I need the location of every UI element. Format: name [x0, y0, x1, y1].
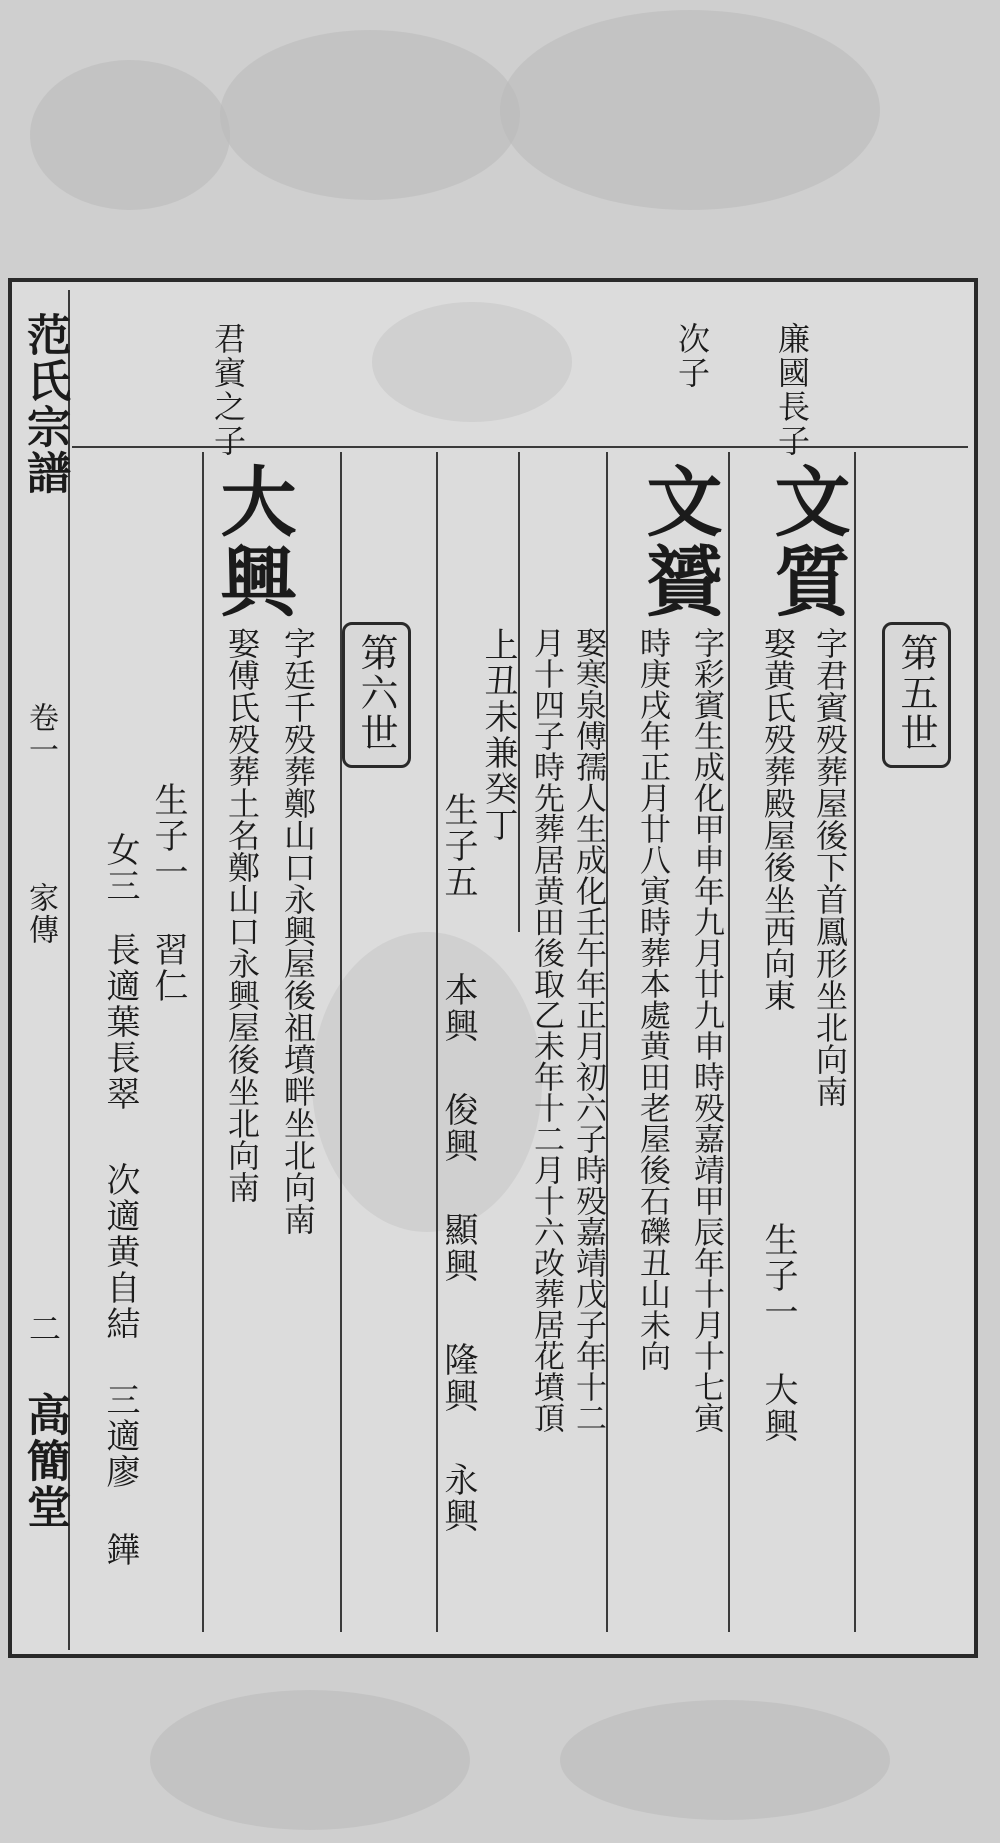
person-daxing-daughter-1: 長適葉長翠 [100, 932, 140, 1112]
person-wenzhi-line2: 娶黄氏殁葬殿屋後坐西向東 [759, 627, 797, 1011]
stain-mid-2 [372, 302, 572, 422]
person-daxing-daughter-3: 三適廖 [100, 1382, 140, 1490]
stain-mid-1 [312, 932, 542, 1232]
column-rule-4 [518, 452, 520, 932]
person-wenzhi-name: 文質 [762, 462, 851, 622]
section-label: 家傳 [23, 882, 58, 946]
person-wenzhi-child: 大興 [758, 1372, 798, 1444]
person-wenyun-child-1: 本興 [438, 972, 478, 1044]
column-rule-7 [202, 452, 204, 1632]
person-wenyun-line2: 時庚戌年正月廿八寅時葬本處黄田老屋後石礫丑山未向 [634, 627, 670, 1371]
person-wenyun-children-label: 生子五 [438, 792, 478, 900]
fifth-generation-label [882, 622, 951, 768]
book-title: 范氏宗譜 [19, 312, 70, 496]
person-wenyun-child-3: 顯興 [438, 1212, 478, 1284]
person-daxing-sons-label: 生子一 [148, 782, 188, 890]
stain-top-2 [500, 10, 880, 210]
person-daxing-line2: 娶傅氏殁葬土名鄭山口永興屋後坐北向南 [223, 627, 261, 1203]
person-daxing-line1: 字廷千殁葬鄭山口永興屋後祖墳畔坐北向南 [279, 627, 317, 1235]
note-second-son: 次子 [673, 322, 711, 390]
volume-label: 卷一 [23, 702, 58, 766]
page-frame [8, 278, 978, 1658]
stain-top-3 [30, 60, 230, 210]
stain-top-1 [220, 30, 520, 200]
column-rule-2 [728, 452, 730, 1632]
person-wenyun-child-4: 隆興 [438, 1342, 478, 1414]
hall-name: 高簡堂 [19, 1392, 70, 1530]
top-note-rule [72, 446, 968, 448]
page-number: 二 [24, 1312, 62, 1346]
person-wenyun-line5: 上丑未兼癸丁 [478, 627, 518, 843]
person-wenyun-line4: 月十四子時先葬居黄田後取乙未年十二月十六改葬居花墳頂 [528, 627, 564, 1433]
column-rule-1 [854, 452, 856, 1632]
person-daxing-son: 習仁 [148, 932, 188, 1004]
sixth-generation-text: 第六世 [354, 633, 398, 753]
person-daxing-daughter-2: 次適黄自結 [100, 1162, 140, 1342]
person-wenzhi-children-label: 生子一 [758, 1222, 798, 1330]
stain-bottom-1 [150, 1690, 470, 1830]
person-daxing-daughters-label: 女三 [100, 832, 140, 904]
person-wenyun-name: 文贇 [634, 462, 723, 622]
person-wenzhi-line1: 字君賓殁葬屋後下首鳳形坐北向南 [811, 627, 849, 1107]
note-junbin-son: 君賓之子 [209, 322, 247, 458]
person-wenyun-child-2: 俊興 [438, 1092, 478, 1164]
note-lianguo-eldest: 廉國長子 [773, 322, 811, 458]
person-daxing-name: 大興 [208, 462, 297, 622]
person-daxing-last-name: 鏵 [100, 1532, 140, 1568]
person-wenyun-child-5: 永興 [438, 1462, 478, 1534]
stain-bottom-2 [560, 1700, 890, 1820]
sixth-generation-label [342, 622, 411, 768]
fifth-generation-text: 第五世 [894, 633, 938, 753]
person-wenyun-line1: 字彩賓生成化甲申年九月廿九申時殁嘉靖甲辰年十月十七寅 [688, 627, 724, 1433]
person-wenyun-line3: 娶寒泉傅孺人生成化壬午年正月初六子時殁嘉靖戊子年十二 [570, 627, 606, 1433]
